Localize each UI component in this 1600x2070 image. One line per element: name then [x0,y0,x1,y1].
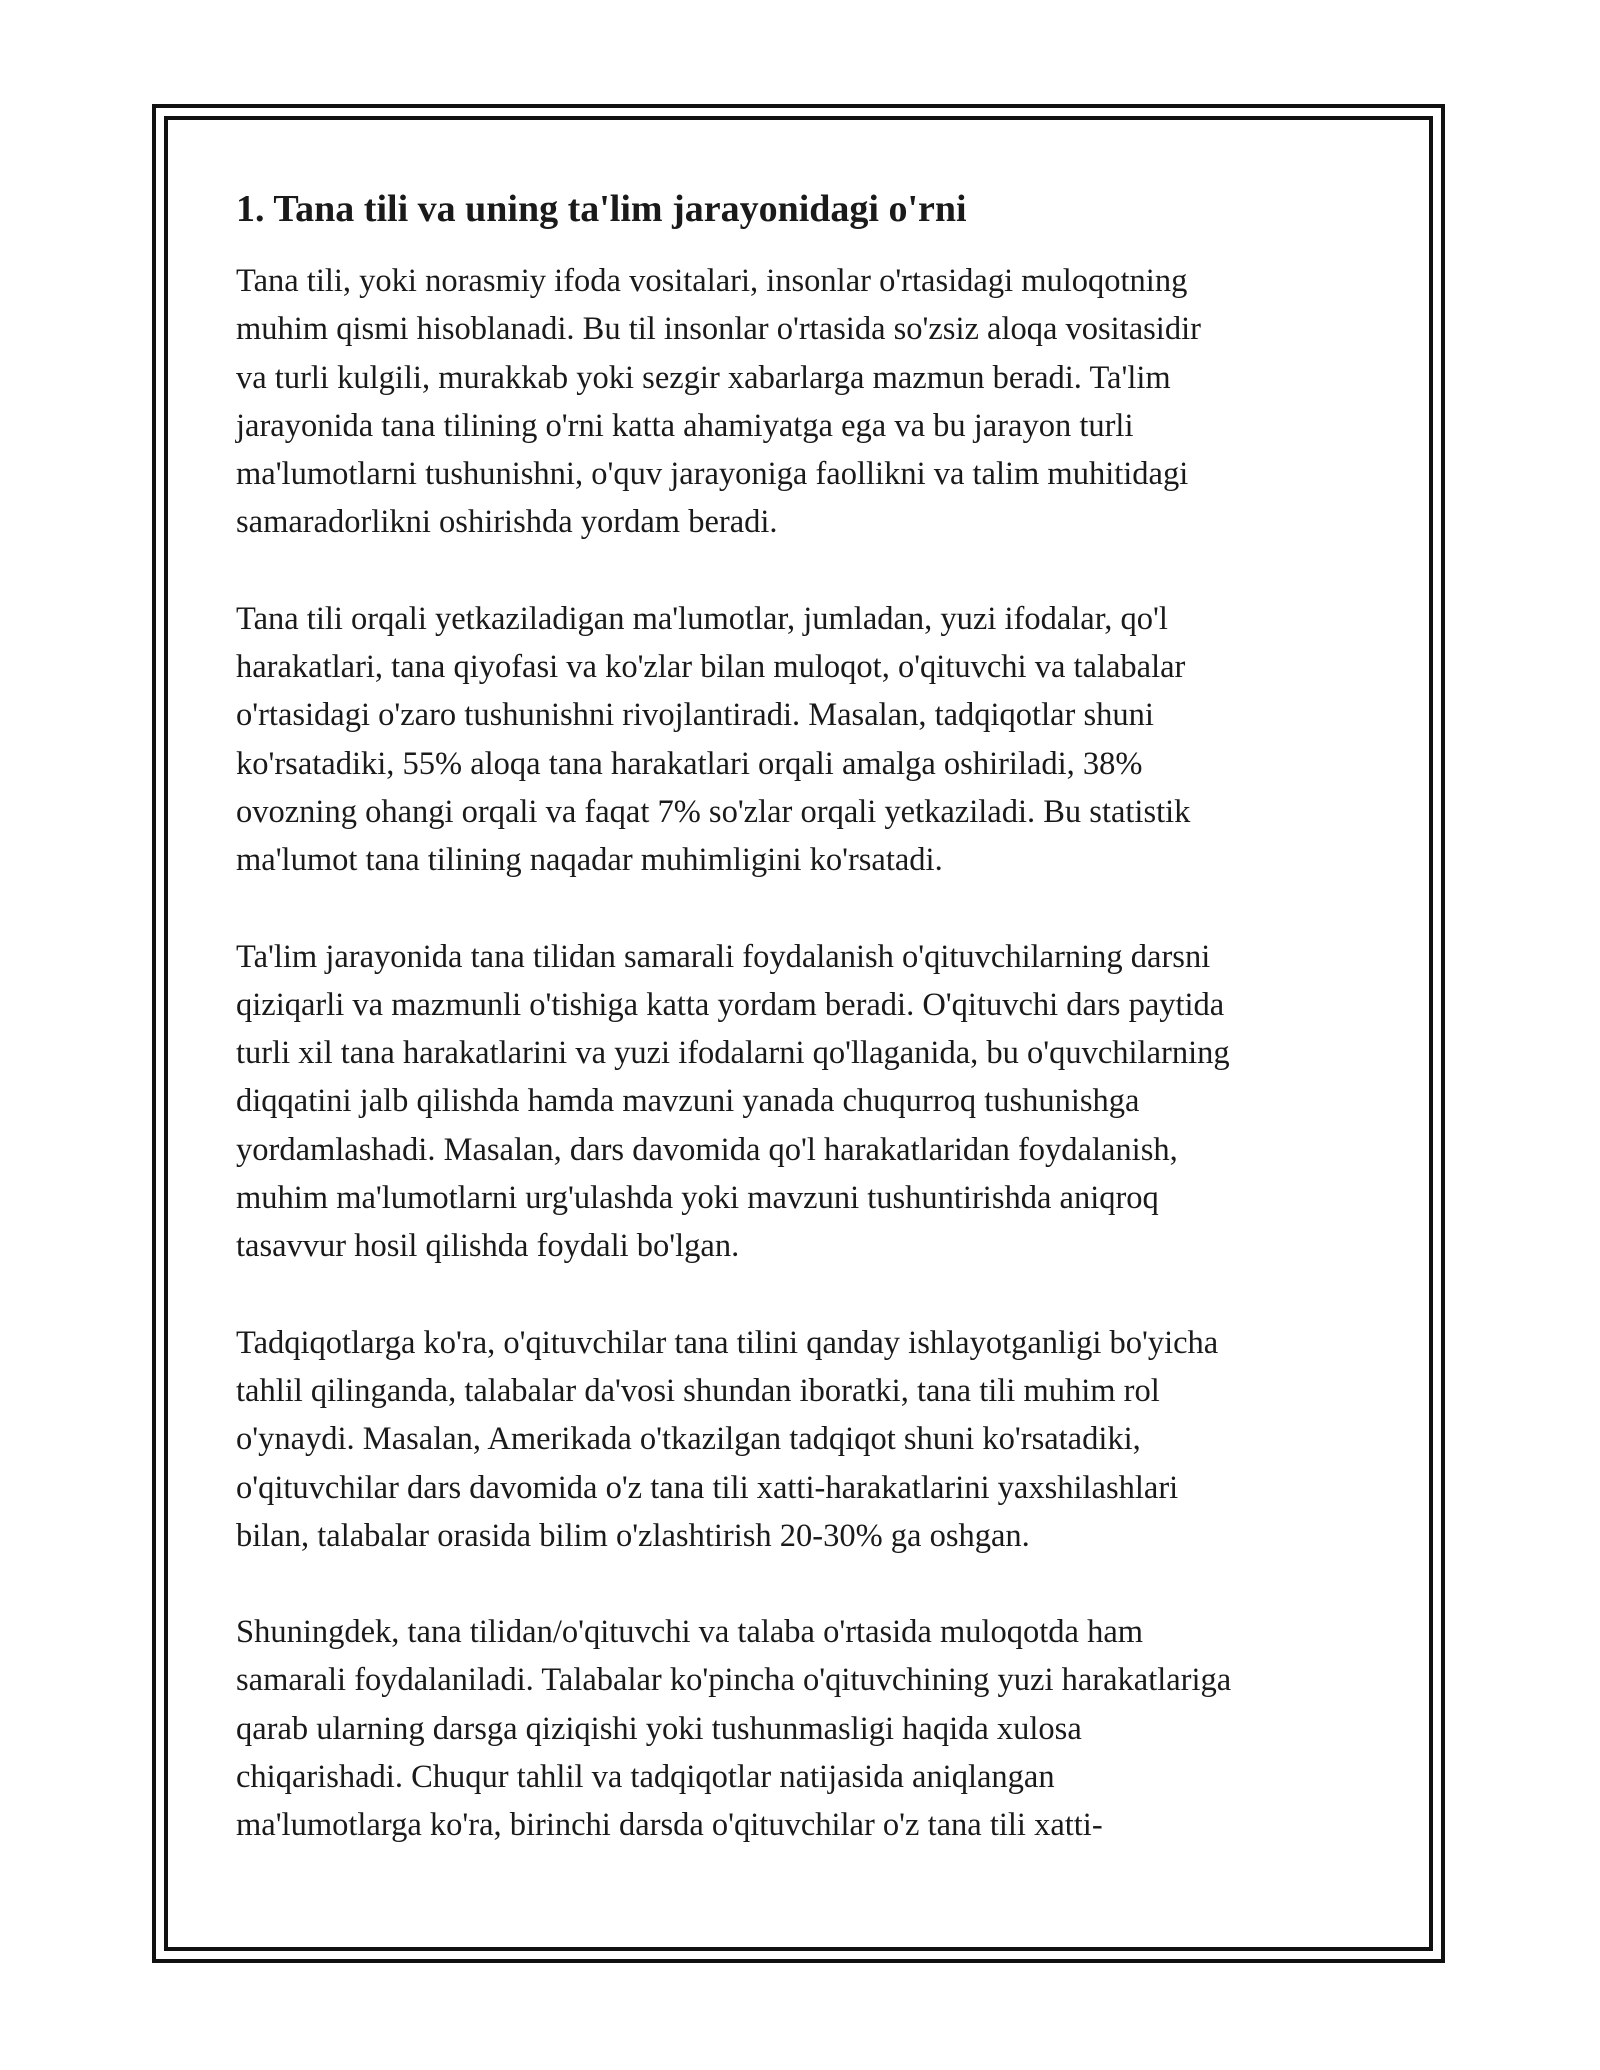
paragraph-2: Tana tili orqali yetkaziladigan ma'lumotlar, jumladan, yuzi ifodalar, qo'l harakatlari, tana qiyofasi va ko'zlar bilan muloqot, o'qituvchi va talabalar o'rtasidagi o'zaro tushunishni rivojlantiradi. Masalan, tadqiqotlar shuni ko'rsatadiki, 55% aloqa tana harakatlari orqali amalga oshiriladi, 38% ovozning ohangi orqali va faqat 7% so'zlar orqali yetkaziladi. Bu statistik ma'lumot tana tilining naqadar muhimligini ko'rsatadi. [236,600,1191,879]
paragraph-3: Ta'lim jarayonida tana tilidan samarali foydalanish o'qituvchilarning darsni qiziqarli va mazmunli o'tishiga katta yordam beradi. O'qituvchi dars paytida turli xil tana harakatlarini va yuzi ifodalarni qo'llaganida, bu o'quvchilarning diqqatini jalb qilishda hamda mavzuni yanada chuqurroq tushunishga yordamlashadi. Masalan, dars davomida qo'l harakatlaridan foydalanish, muhim ma'lumotlarni urg'ulashda yoki mavzuni tushuntirishda aniqroq tasavvur hosil qilishda foydali bo'lgan. [236,938,1230,1265]
section-heading: 1. Tana tili va uning ta'lim jarayonidagi o'rni [236,188,967,230]
paragraph-1: Tana tili, yoki norasmiy ifoda vositalari, insonlar o'rtasidagi muloqotning muhim qismi hisoblanadi. Bu til insonlar o'rtasida so'zsiz aloqa vositasidir va turli kulgili, murakkab yoki sezgir xabarlarga mazmun beradi. Ta'lim jarayonida tana tilining o'rni katta ahamiyatga ega va bu jarayon turli ma'lumotlarni tushunishni, o'quv jarayoniga faollikni va talim muhitidagi samaradorlikni oshirishda yordam beradi. [236,263,1201,541]
document-body [236,185,1376,1898]
paragraph-4: Tadqiqotlarga ko'ra, o'qituvchilar tana tilini qanday ishlayotganligi bo'yicha tahlil qilinganda, talabalar da'vosi shundan iboratki, tana tili muhim rol o'ynaydi. Masalan, Amerikada o'tkazilgan tadqiqot shuni ko'rsatadiki, o'qituvchilar dars davomida o'z tana tili xatti-harakatlarini yaxshilashlari bilan, talabalar orasida bilim o'zlashtirish 20-30% ga oshgan. [236,1324,1219,1554]
paragraph-5: Shuningdek, tana tilidan/o'qituvchi va talaba o'rtasida muloqotda ham samarali foydalaniladi. Talabalar ko'pincha o'qituvchining yuzi harakatlariga qarab ularning darsga qiziqishi yoki tushunmasligi haqida xulosa chiqarishadi. Chuqur tahlil va tadqiqotlar natijasida aniqlangan ma'lumotlarga ko'ra, birinchi darsda o'qituvchilar o'z tana tili xatti- [236,1614,1232,1844]
